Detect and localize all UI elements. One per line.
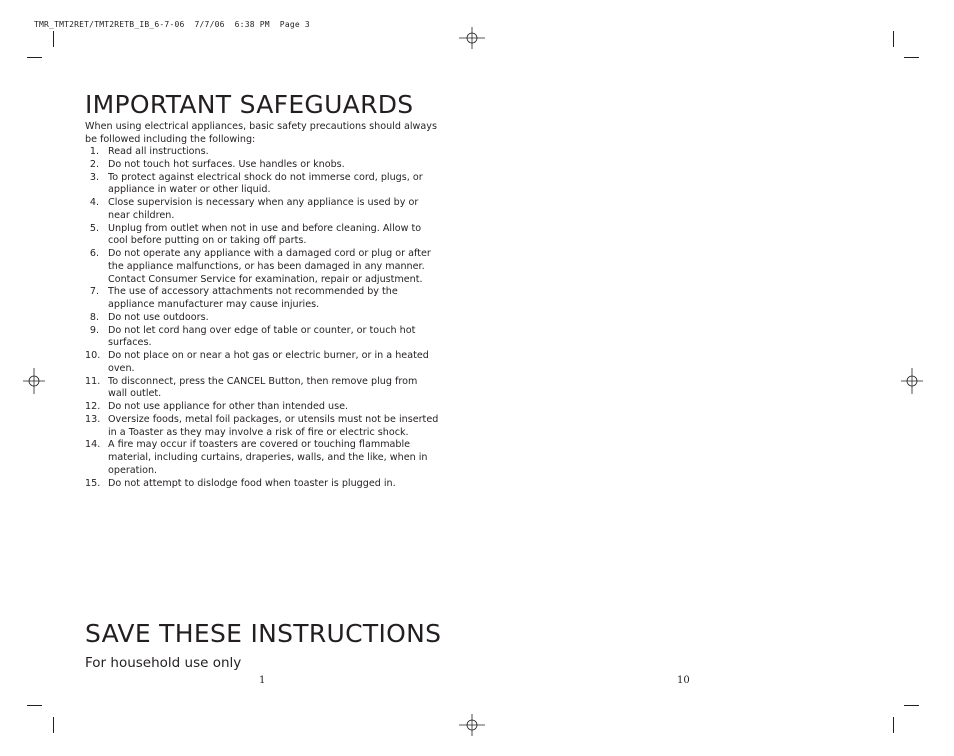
list-item-number: 2. — [89, 158, 99, 170]
list-item — [85, 248, 439, 286]
list-item-text: Unplug from outlet when not in use and before cleaning. Allow to cool before putting on or taking off parts. — [108, 222, 422, 247]
list-item-text: Close supervision is necessary when any appliance is used by or near children. — [108, 197, 419, 221]
list-item-number: 10. — [85, 350, 101, 361]
list-item-number: 11. — [85, 375, 101, 387]
list-item-number: 7. — [89, 286, 99, 298]
crop-mark-top-left-horizontal — [27, 57, 42, 58]
list-item-number: 8. — [89, 311, 99, 323]
list-item-text: Do not touch hot surfaces. Use handles or knobs. — [108, 158, 345, 170]
list-item — [85, 414, 439, 440]
safeguards-list — [85, 146, 439, 490]
page-number-left: 1 — [259, 675, 266, 686]
crop-mark-top-left-vertical — [53, 31, 54, 47]
list-item-number: 6. — [89, 248, 99, 259]
list-item-text: Do not attempt to dislodge food when toaster is plugged in. — [108, 477, 396, 489]
list-item-text: Oversize foods, metal foil packages, or utensils must not be inserted in a Toaster as they may involve a risk of fire or electric shock. — [108, 413, 439, 438]
list-item — [85, 312, 439, 325]
household-use-note: For household use only — [85, 655, 242, 671]
list-item-text: Do not let cord hang over edge of table or counter, or touch hot surfaces. — [108, 324, 416, 349]
list-item — [85, 376, 439, 402]
crop-mark-bottom-left-vertical — [53, 717, 54, 733]
list-item-text: Do not place on or near a hot gas or electric burner, or in a heated oven. — [108, 350, 429, 374]
list-item — [85, 197, 439, 223]
list-item-number: 13. — [85, 413, 101, 425]
crop-mark-top-right-horizontal — [904, 57, 919, 58]
list-item — [85, 325, 439, 351]
list-item-text: To protect against electrical shock do not immerse cord, plugs, or appliance in water or other liquid. — [108, 171, 423, 196]
list-item-text: Do not use appliance for other than intended use. — [108, 401, 349, 412]
list-item — [85, 350, 439, 376]
list-item-number: 5. — [89, 222, 99, 234]
list-item-text: Do not operate any appliance with a damaged cord or plug or after the appliance malfunctions, or has been damaged in any manner. Contact Consumer Service for examination, repair or adjustment. — [108, 248, 431, 285]
list-item — [85, 159, 439, 172]
registration-mark-bottom-icon — [459, 712, 485, 738]
registration-mark-left-icon — [21, 368, 47, 394]
list-item-text: Read all instructions. — [108, 146, 209, 157]
list-item — [85, 478, 439, 491]
list-item-number: 12. — [85, 401, 101, 412]
list-item — [85, 439, 439, 477]
printer-slug-line: TMR_TMT2RET/TMT2RETB_IB_6-7-06 7/7/06 6:38 PM Page 3 — [34, 20, 310, 29]
list-item-text: Do not use outdoors. — [108, 311, 209, 323]
registration-mark-right-icon — [899, 368, 925, 394]
list-item-number: 3. — [89, 171, 99, 183]
list-item — [85, 146, 439, 159]
list-item — [85, 172, 439, 198]
list-item-number: 14. — [85, 439, 101, 451]
list-item-number: 15. — [85, 477, 101, 489]
crop-mark-bottom-right-horizontal — [904, 705, 919, 706]
list-item-text: To disconnect, press the CANCEL Button, then remove plug from wall outlet. — [108, 375, 418, 400]
list-item — [85, 401, 439, 414]
page-title: IMPORTANT SAFEGUARDS — [85, 90, 414, 119]
list-item-number: 4. — [89, 197, 99, 208]
list-item-text: The use of accessory attachments not recommended by the appliance manufacturer may cause injuries. — [108, 286, 398, 310]
crop-mark-bottom-right-vertical — [893, 717, 894, 733]
save-instructions-heading: SAVE THESE INSTRUCTIONS — [85, 619, 442, 648]
list-item-number: 1. — [89, 146, 99, 157]
intro-paragraph: When using electrical appliances, basic safety precautions should always be followed including the following: — [85, 121, 437, 145]
page-number-right: 10 — [677, 675, 690, 686]
list-item-number: 9. — [89, 324, 99, 336]
list-item — [85, 223, 439, 249]
registration-mark-top-icon — [459, 25, 485, 51]
crop-mark-bottom-left-horizontal — [27, 705, 42, 706]
list-item — [85, 286, 439, 312]
list-item-text: A fire may occur if toasters are covered or touching flammable material, including curtains, draperies, walls, and the like, when in operation. — [108, 439, 428, 476]
crop-mark-top-right-vertical — [893, 31, 894, 47]
